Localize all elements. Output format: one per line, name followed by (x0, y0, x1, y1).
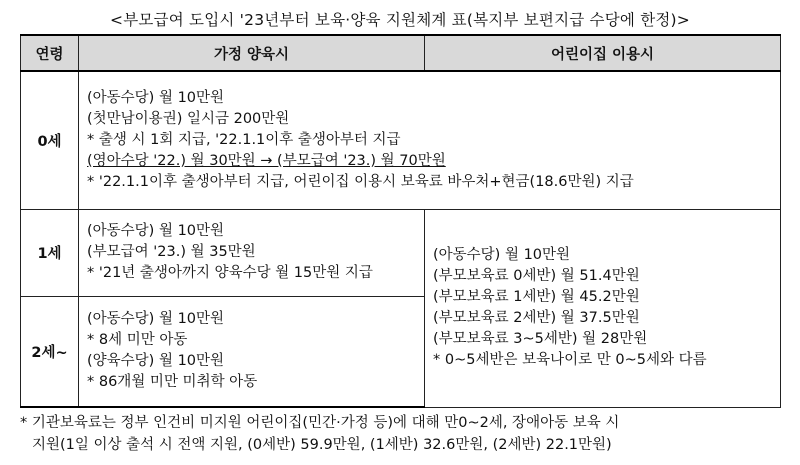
age-1-line: * '21년 출생아까지 양육수당 월 15만원 지급 (87, 265, 373, 281)
age-0-support-cell (79, 71, 781, 209)
age-2-line: * 86개월 미만 미취학 아동 (87, 374, 258, 391)
daycare-line: (부모보육료 0세반) 월 51.4만원 (433, 268, 640, 284)
age-2-line: * 8세 미만 아동 (87, 332, 188, 349)
header-home-care: 가정 양육시 (79, 35, 425, 71)
age-1-home-cell (79, 209, 425, 296)
daycare-line: (부모보육료 2세반) 월 37.5만원 (433, 310, 640, 326)
age-2-line: (양육수당) 월 10만원 (87, 353, 225, 370)
daycare-line: (부모보육료 1세반) 월 45.2만원 (433, 289, 640, 305)
daycare-cell (425, 209, 781, 407)
age-cell-0: 0세 (21, 71, 79, 209)
daycare-line: (부모보육료 3~5세반) 월 28만원 (433, 331, 648, 347)
table-caption: <부모급여 도입시 '23년부터 보육·양육 지원체계 표(복지부 보편지급 수당에 한정)> (110, 11, 690, 29)
age-0-line: (아동수당) 월 10만원 (87, 89, 225, 106)
table-row-age-1 (21, 209, 781, 296)
age-1-line: (부모급여 '23.) 월 35만원 (87, 244, 256, 260)
age-0-line: (첫만남이용권) 일시금 200만원 (87, 110, 290, 127)
daycare-line: (아동수당) 월 10만원 (433, 247, 571, 263)
age-2-home-cell (79, 296, 425, 407)
support-system-table (20, 34, 781, 408)
age-cell-2-plus: 2세~ (21, 296, 79, 407)
age-0-line: * 출생 시 1회 지급, '22.1.1이후 출생아부터 지급 (87, 131, 401, 148)
header-age: 연령 (21, 35, 79, 71)
daycare-line: * 0~5세반은 보육나이로 만 0~5세와 다름 (433, 352, 707, 368)
age-0-line-underlined: (영아수당 '22.) 월 30만원 → (부모급여 '23.) 월 70만원 (87, 152, 446, 169)
age-1-line: (아동수당) 월 10만원 (87, 223, 225, 239)
table-row-age-0 (21, 71, 781, 209)
age-2-line: (아동수당) 월 10만원 (87, 311, 225, 328)
header-daycare: 어린이집 이용시 (425, 35, 781, 71)
footnote (20, 412, 780, 456)
age-0-line: * '22.1.1이후 출생아부터 지급, 어린이집 이용시 보육료 바우처+현금(18.6만원) 지급 (87, 173, 634, 190)
footnote-line-1: * 기관보육료는 정부 인건비 미지원 어린이집(민간·가정 등)에 대해 만0~2세, 장애아동 보육 시 (20, 415, 620, 431)
table-header-row (21, 35, 781, 71)
age-cell-1: 1세 (21, 209, 79, 296)
footnote-line-2: 지원(1일 이상 출석 시 전액 지원, (0세반) 59.9만원, (1세반) 32.6만원, (2세반) 22.1만원) (32, 437, 612, 453)
